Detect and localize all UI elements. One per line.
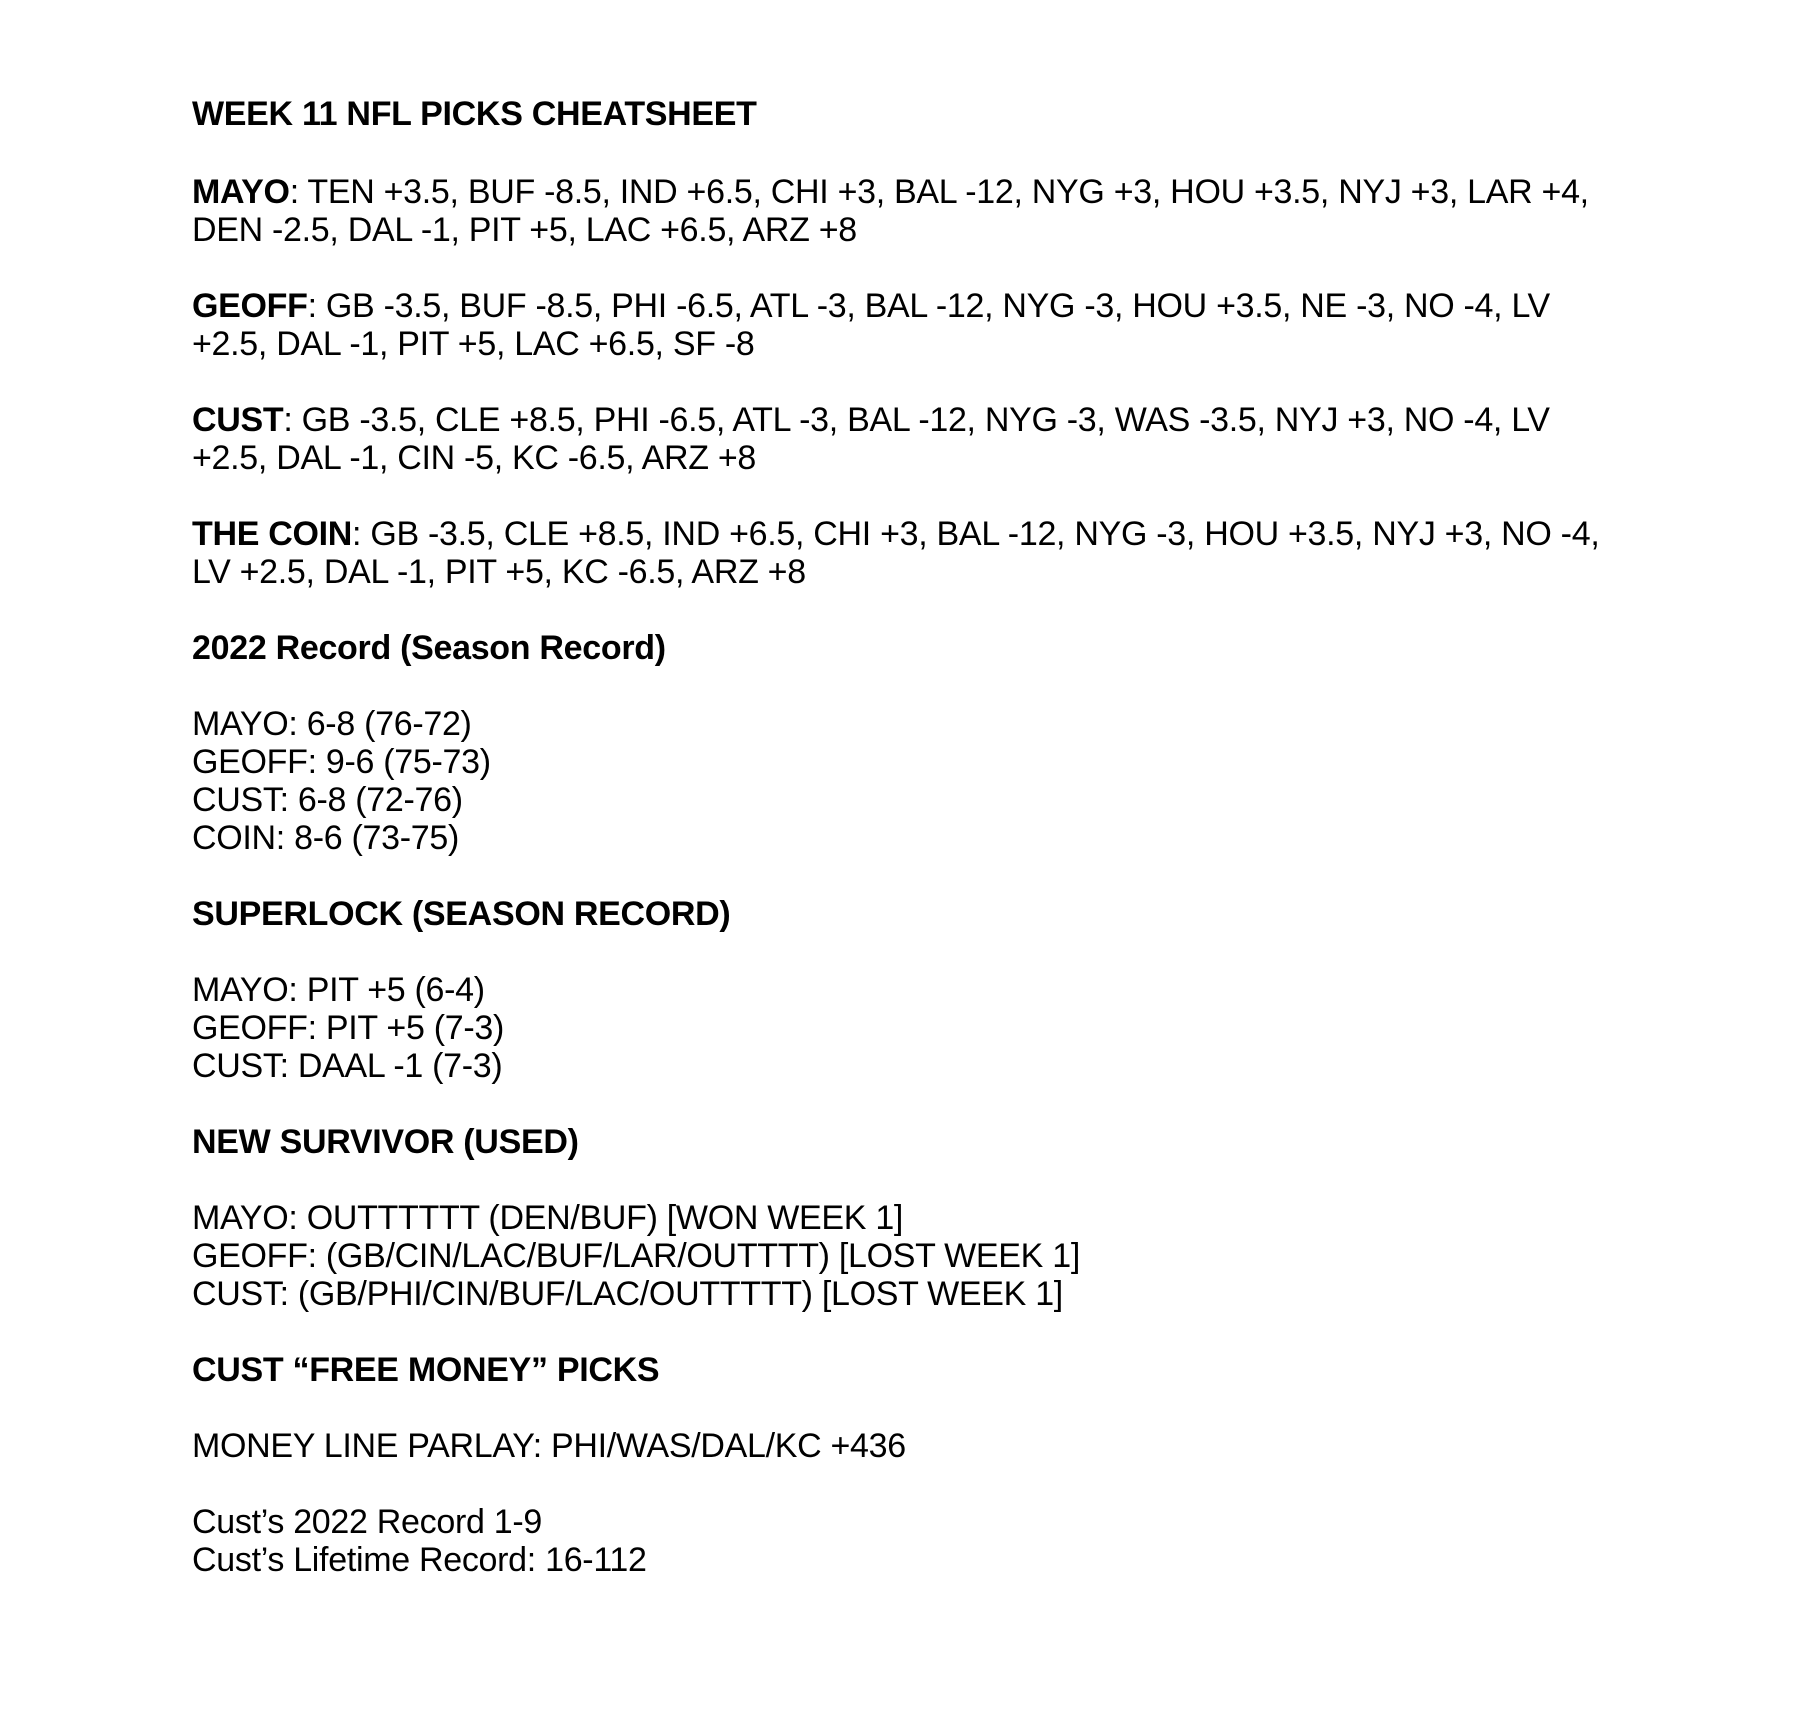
picks-text: : GB -3.5, BUF -8.5, PHI -6.5, ATL -3, BAL -12, NYG -3, HOU +3.5, NE -3, NO -4, LV: [307, 287, 1550, 325]
superlock-line: MAYO: PIT +5 (6-4): [192, 971, 485, 1009]
superlock-heading: SUPERLOCK (SEASON RECORD): [192, 895, 731, 933]
record-line: MAYO: 6-8 (76-72): [192, 705, 472, 743]
cust-records: [192, 1503, 1672, 1579]
survivor-list: [192, 1199, 1672, 1313]
page-title: WEEK 11 NFL PICKS CHEATSHEET: [192, 95, 757, 133]
record-heading: 2022 Record (Season Record): [192, 629, 666, 667]
picks-cust: [192, 401, 1672, 477]
picks-line-1: [192, 173, 1672, 211]
picks-line-2: DEN -2.5, DAL -1, PIT +5, LAC +6.5, ARZ +8: [192, 211, 857, 249]
picks-text: : GB -3.5, CLE +8.5, IND +6.5, CHI +3, BAL -12, NYG -3, HOU +3.5, NYJ +3, NO -4,: [352, 515, 1600, 553]
picker-name: THE COIN: [192, 515, 353, 553]
picks-text: : GB -3.5, CLE +8.5, PHI -6.5, ATL -3, BAL -12, NYG -3, WAS -3.5, NYJ +3, NO -4, LV: [283, 401, 1550, 439]
picks-mayo: [192, 173, 1672, 249]
picks-line-1: [192, 401, 1672, 439]
picks-line-2: +2.5, DAL -1, PIT +5, LAC +6.5, SF -8: [192, 325, 755, 363]
picks-the-coin: [192, 515, 1672, 591]
picker-name: CUST: [192, 401, 284, 439]
record-line: GEOFF: 9-6 (75-73): [192, 743, 491, 781]
picks-text: : TEN +3.5, BUF -8.5, IND +6.5, CHI +3, BAL -12, NYG +3, HOU +3.5, NYJ +3, LAR +4,: [289, 173, 1589, 211]
picks-line-1: [192, 287, 1672, 325]
cust-2022-record: Cust’s 2022 Record 1-9: [192, 1503, 542, 1541]
free-money-heading: CUST “FREE MONEY” PICKS: [192, 1351, 660, 1389]
record-list: [192, 705, 1672, 857]
picks-line-1: [192, 515, 1672, 553]
parlay-line: MONEY LINE PARLAY: PHI/WAS/DAL/KC +436: [192, 1427, 906, 1465]
superlock-list: [192, 971, 1672, 1085]
picks-line-2: LV +2.5, DAL -1, PIT +5, KC -6.5, ARZ +8: [192, 553, 806, 591]
survivor-line: GEOFF: (GB/CIN/LAC/BUF/LAR/OUTTTT) [LOST WEEK 1]: [192, 1237, 1080, 1275]
parlay-block: [192, 1427, 1672, 1465]
superlock-line: CUST: DAAL -1 (7-3): [192, 1047, 503, 1085]
survivor-line: CUST: (GB/PHI/CIN/BUF/LAC/OUTTTTT) [LOST WEEK 1]: [192, 1275, 1063, 1313]
picker-name: GEOFF: [192, 287, 308, 325]
survivor-line: MAYO: OUTTTTTT (DEN/BUF) [WON WEEK 1]: [192, 1199, 904, 1237]
picker-name: MAYO: [192, 173, 290, 211]
record-line: COIN: 8-6 (73-75): [192, 819, 459, 857]
cust-lifetime-record: Cust’s Lifetime Record: 16-112: [192, 1541, 647, 1579]
picks-line-2: +2.5, DAL -1, CIN -5, KC -6.5, ARZ +8: [192, 439, 756, 477]
record-line: CUST: 6-8 (72-76): [192, 781, 463, 819]
picks-geoff: [192, 287, 1672, 363]
superlock-line: GEOFF: PIT +5 (7-3): [192, 1009, 505, 1047]
document-page: [192, 95, 1672, 1579]
survivor-heading: NEW SURVIVOR (USED): [192, 1123, 579, 1161]
